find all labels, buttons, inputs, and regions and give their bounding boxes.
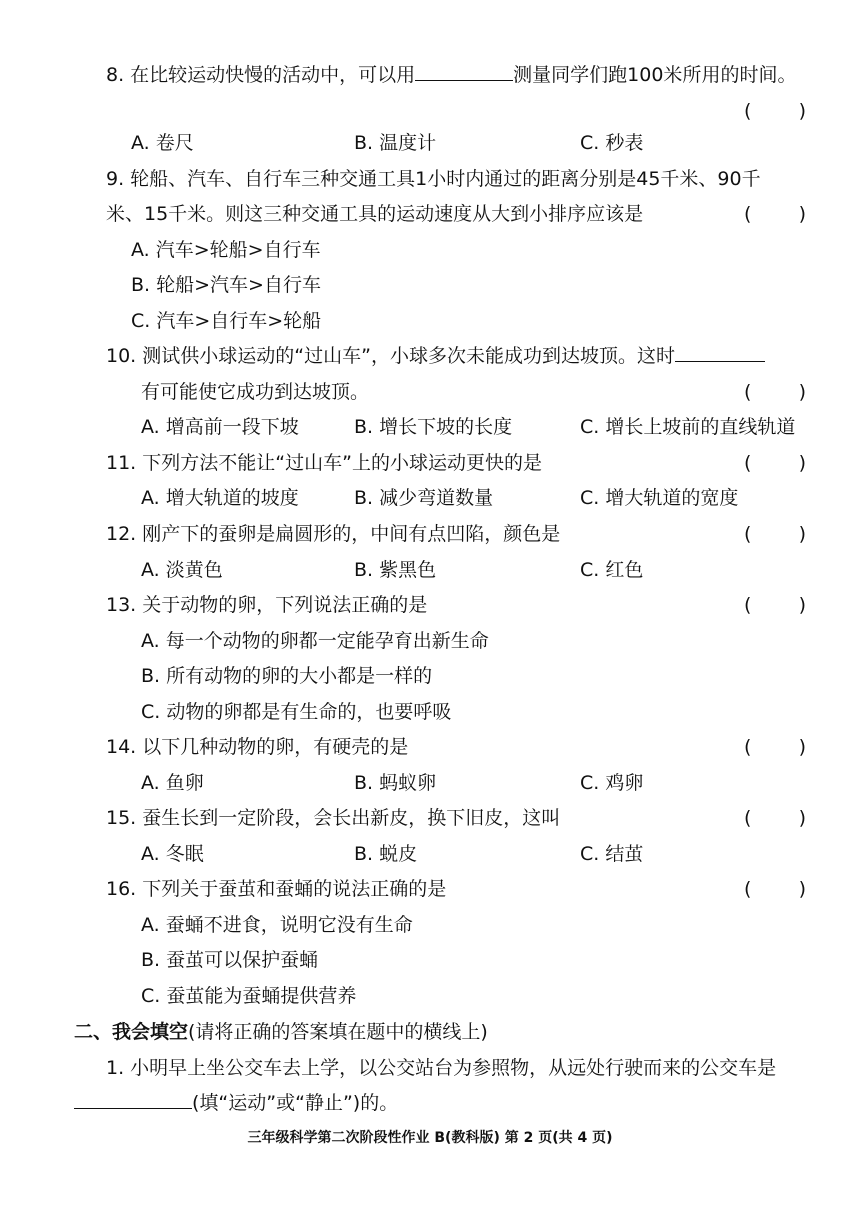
q14-stem: 14. 以下几种动物的卵，有硬壳的是 xyxy=(106,736,409,758)
s2-q1-line2 xyxy=(74,1090,398,1116)
q13-option-b: B. 所有动物的卵的大小都是一样的 xyxy=(141,665,433,687)
q15-stem: 15. 蚕生长到一定阶段，会长出新皮，换下旧皮，这叫 xyxy=(106,807,561,829)
q10-stem-line2: 有可能使它成功到达坡顶。 xyxy=(141,381,370,403)
q13-answer-paren[interactable] xyxy=(744,592,806,618)
paren-open: ( xyxy=(744,523,752,545)
paren-close: ) xyxy=(798,736,806,758)
q9-answer-paren[interactable] xyxy=(744,201,806,227)
paren-close: ) xyxy=(798,807,806,829)
q13-stem: 13. 关于动物的卵，下列说法正确的是 xyxy=(106,594,428,616)
s2-q1-line1: 1. 小明早上坐公交车去上学，以公交站台为参照物，从远处行驶而来的公交车是 xyxy=(106,1057,777,1079)
section2-instruction: (请将正确的答案填在题中的横线上) xyxy=(188,1021,488,1043)
q15-answer-paren[interactable] xyxy=(744,805,806,831)
q10-option-a: A. 增高前一段下坡 xyxy=(141,416,299,438)
q10-blank[interactable] xyxy=(675,343,765,362)
q11-option-a: A. 增大轨道的坡度 xyxy=(141,487,299,509)
q9-option-c: C. 汽车>自行车>轮船 xyxy=(131,310,322,332)
s2-q1-blank[interactable] xyxy=(74,1090,192,1109)
paren-close: ) xyxy=(798,878,806,900)
q10-option-c: C. 增长上坡前的直线轨道 xyxy=(580,416,796,438)
q12-answer-paren[interactable] xyxy=(744,521,806,547)
q8-stem-before: 8. 在比较运动快慢的活动中，可以用 xyxy=(106,64,416,86)
paren-open: ( xyxy=(744,736,752,758)
q8-option-c: C. 秒表 xyxy=(580,132,644,154)
paren-open: ( xyxy=(744,100,752,122)
s2-q1-line2-text: (填“运动”或“静止”)的。 xyxy=(192,1092,399,1114)
paren-close: ) xyxy=(798,452,806,474)
q14-option-b: B. 蚂蚁卵 xyxy=(354,772,437,794)
q8-blank[interactable] xyxy=(415,62,513,81)
q13-option-c: C. 动物的卵都是有生命的，也要呼吸 xyxy=(141,701,452,723)
q16-option-a: A. 蚕蛹不进食，说明它没有生命 xyxy=(141,914,413,936)
q12-option-c: C. 红色 xyxy=(580,559,644,581)
q11-stem: 11. 下列方法不能让“过山车”上的小球运动更快的是 xyxy=(106,452,542,474)
q8-stem xyxy=(106,62,796,88)
q14-answer-paren[interactable] xyxy=(744,734,806,760)
paren-open: ( xyxy=(744,381,752,403)
q12-option-b: B. 紫黑色 xyxy=(354,559,437,581)
q9-option-b: B. 轮船>汽车>自行车 xyxy=(131,274,321,296)
paren-open: ( xyxy=(744,452,752,474)
q10-answer-paren[interactable] xyxy=(744,379,806,405)
paren-close: ) xyxy=(798,100,806,122)
section2-title: 二、我会填空 xyxy=(74,1021,189,1043)
page-footer: 三年级科学第二次阶段性作业 B(教科版) 第 2 页(共 4 页) xyxy=(247,1130,613,1146)
q8-answer-paren[interactable] xyxy=(744,98,806,124)
paren-close: ) xyxy=(798,381,806,403)
paren-close: ) xyxy=(798,594,806,616)
q9-stem-line1: 9. 轮船、汽车、自行车三种交通工具1小时内通过的距离分别是45千米、90千 xyxy=(106,168,761,190)
q16-answer-paren[interactable] xyxy=(744,876,806,902)
q10-stem-text: 10. 测试供小球运动的“过山车”，小球多次未能成功到达坡顶。这时 xyxy=(106,345,675,367)
q15-option-c: C. 结茧 xyxy=(580,843,644,865)
q12-stem: 12. 刚产下的蚕卵是扁圆形的，中间有点凹陷，颜色是 xyxy=(106,523,561,545)
paren-close: ) xyxy=(798,523,806,545)
paren-open: ( xyxy=(744,203,752,225)
q12-option-a: A. 淡黄色 xyxy=(141,559,223,581)
paren-open: ( xyxy=(744,594,752,616)
q14-option-c: C. 鸡卵 xyxy=(580,772,644,794)
q15-option-a: A. 冬眠 xyxy=(141,843,204,865)
q13-option-a: A. 每一个动物的卵都一定能孕育出新生命 xyxy=(141,630,489,652)
q11-option-c: C. 增大轨道的宽度 xyxy=(580,487,739,509)
section2-heading xyxy=(74,1019,488,1045)
q10-stem-line1 xyxy=(106,343,765,369)
q8-option-a: A. 卷尺 xyxy=(131,132,194,154)
paren-open: ( xyxy=(744,807,752,829)
paren-open: ( xyxy=(744,878,752,900)
q16-stem: 16. 下列关于蚕茧和蚕蛹的说法正确的是 xyxy=(106,878,447,900)
paren-close: ) xyxy=(798,203,806,225)
q9-option-a: A. 汽车>轮船>自行车 xyxy=(131,239,321,261)
q8-option-b: B. 温度计 xyxy=(354,132,437,154)
q10-option-b: B. 增长下坡的长度 xyxy=(354,416,513,438)
q14-option-a: A. 鱼卵 xyxy=(141,772,204,794)
q11-option-b: B. 减少弯道数量 xyxy=(354,487,494,509)
q9-stem-line2: 米、15千米。则这三种交通工具的运动速度从大到小排序应该是 xyxy=(106,203,644,225)
q16-option-b: B. 蚕茧可以保护蚕蛹 xyxy=(141,949,319,971)
q15-option-b: B. 蜕皮 xyxy=(354,843,418,865)
q16-option-c: C. 蚕茧能为蚕蛹提供营养 xyxy=(141,985,357,1007)
q11-answer-paren[interactable] xyxy=(744,450,806,476)
q8-stem-after: 测量同学们跑100米所用的时间。 xyxy=(513,64,797,86)
